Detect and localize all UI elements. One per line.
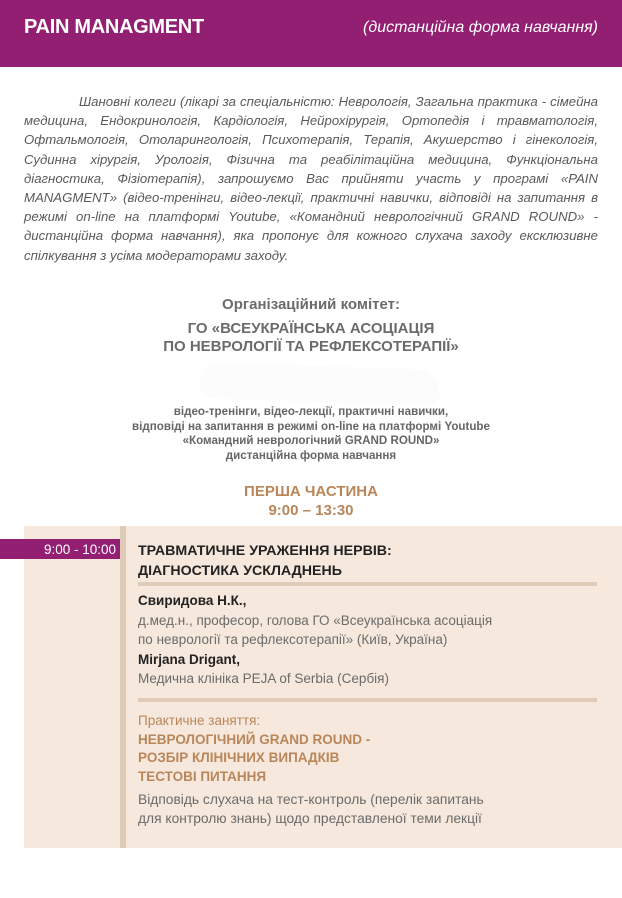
description-line: Відповідь слухача на тест-контроль (перелік запитань (138, 792, 484, 807)
part-title: ПЕРША ЧАСТИНА (244, 483, 378, 500)
description-line: для контролю знань) щодо представленої теми лекції (138, 811, 482, 826)
formats-list (0, 405, 622, 463)
format-line: відео-тренінги, відео-лекції, практичні навички, (173, 405, 449, 418)
topic-line: ТРАВМАТИЧНЕ УРАЖЕННЯ НЕРВІВ: (138, 543, 392, 559)
organizer-name (0, 320, 622, 356)
practice-description (138, 790, 598, 828)
part-time: 9:00 – 13:30 (268, 502, 354, 519)
format-line: «Командний неврологічний GRAND ROUND» (182, 434, 440, 447)
background-smudge (199, 362, 440, 406)
session-topic (138, 541, 598, 581)
organizer-name-line: ГО «ВСЕУКРАЇНСЬКА АСОЦІАЦІЯ (187, 320, 435, 337)
speaker-name: Свиридова Н.К., (138, 593, 247, 608)
part-heading (0, 482, 622, 520)
practice-section (138, 712, 598, 786)
program-format: (дистанційна форма навчання) (363, 19, 598, 36)
intro-paragraph: Шановні колеги (лікарі за спеціальністю: Неврологія, Загальна практика - сімейна медицина, Ендокринологія, Кардіологія, Нейрохірургія, Ортопедія і травматологія, Офтальмологія, Отоларингологія, Психотерапія, Терапія, Акушерство і гінекологія, Судинна хірургія, Урологія, Фізична та реабілітаційна медицина, Функціональна діагностика, Фізіотерапія), запрошуємо Вас прийняти участь у програмі «PAIN MANAGMENT» (відео-тренінги, відео-лекції, практичні навички, відповіді на запитання в режимі on-line на платформі Youtube, «Командний неврологічний GRAND ROUND» - дистанційна форма навчання), яка пропонує для кожного слухача заходу ексклюзивне спілкування з усіма модераторами заходу. (24, 94, 598, 263)
session-time-badge (0, 539, 120, 559)
speakers-list (138, 591, 598, 689)
organizer-label: Організаційний комітет: (222, 296, 400, 313)
speaker-details: д.мед.н., професор, голова ГО «Всеукраїнська асоціація (138, 612, 493, 628)
practice-title-line: РОЗБІР КЛІНІЧНИХ ВИПАДКІВ (138, 750, 340, 765)
program-title: PAIN MANAGMENT (24, 16, 204, 38)
header-banner (0, 0, 622, 67)
format-line: дистанційна форма навчання (225, 448, 397, 462)
session-card-separator (120, 526, 126, 848)
speaker-name: Mirjana Drigant, (138, 651, 241, 667)
practice-label: Практичне заняття: (138, 713, 261, 728)
topic-line: ДІАГНОСТИКА УСКЛАДНЕНЬ (138, 563, 342, 579)
divider (138, 698, 597, 702)
organizer-name-line: ПО НЕВРОЛОГІЇ ТА РЕФЛЕКСОТЕРАПІЇ» (163, 338, 459, 355)
format-line: відповіді на запитання в режимі on-line на платформі Youtube (132, 419, 490, 433)
speaker-details: по неврології та рефлексотерапії» (Київ, Україна) (138, 632, 448, 647)
speaker-details: Медична клініка PEJA of Serbia (Сербія) (138, 671, 389, 686)
practice-title-line: НЕВРОЛОГІЧНИЙ GRAND ROUND - (138, 731, 371, 747)
session-time: 9:00 - 10:00 (43, 541, 116, 557)
divider (138, 582, 597, 586)
practice-title-line: ТЕСТОВІ ПИТАННЯ (138, 768, 267, 784)
